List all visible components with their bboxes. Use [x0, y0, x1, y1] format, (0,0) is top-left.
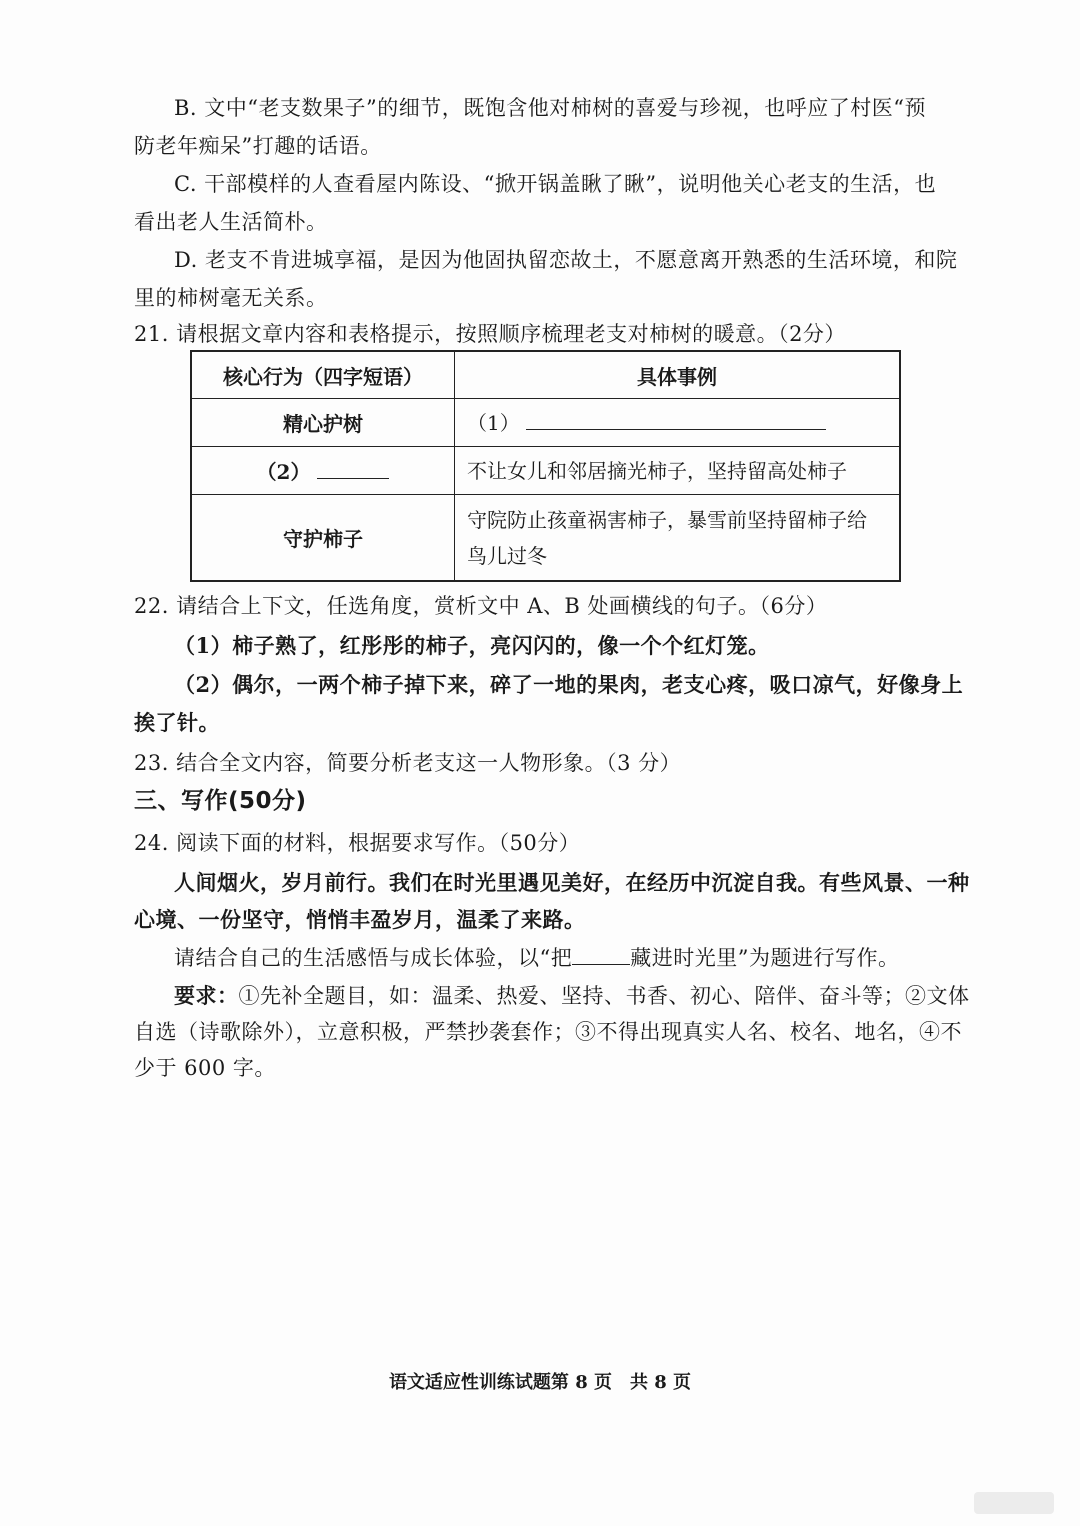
question-21-stem: 21. 请根据文章内容和表格提示，按照顺序梳理老支对柿树的暖意。（2分） — [134, 322, 846, 346]
prompt-part-a: 请结合自己的生活感悟与成长体验，以“把 — [174, 946, 573, 970]
material-line1: 人间烟火，岁月前行。我们在时光里遇见美好，在经历中沉淀自我。有些风景、一种 — [174, 870, 970, 895]
requirements-line2: 自选（诗歌除外），立意积极，严禁抄袭套作；③不得出现真实人名、校名、地名，④不 — [134, 1020, 962, 1044]
requirements-text-1: ①先补全题目，如：温柔、热爱、坚持、书香、初心、陪伴、奋斗等；②文体 — [238, 984, 970, 1008]
answer-blank-2[interactable] — [317, 462, 389, 479]
option-d-line1: D. 老支不肯进城享福，是因为他固执留恋故土，不愿意离开熟悉的生活环境，和院 — [174, 248, 958, 272]
page-footer: 语文适应性训练试题第 8 页 共 8 页 — [388, 1372, 692, 1393]
table-cell-action-3: 守护柿子 — [191, 495, 455, 582]
answer-blank-1[interactable] — [526, 413, 826, 430]
question-22-stem: 22. 请结合上下文，任选角度，赏析文中 A、B 处画横线的句子。（6分） — [134, 594, 828, 618]
table-header-core-action: 核心行为（四字短语） — [191, 351, 455, 399]
option-b-line2: 防老年痴呆”打趣的话语。 — [134, 134, 382, 158]
table-header-example: 具体事例 — [455, 351, 901, 399]
requirements-label: 要求： — [174, 983, 239, 1008]
option-c-line1: C. 干部模样的人查看屋内陈设、“掀开锅盖瞅了瞅”，说明他关心老支的生活，也 — [174, 172, 937, 196]
table-cell-action-1: 精心护树 — [191, 399, 455, 447]
question-24-stem: 24. 阅读下面的材料，根据要求写作。（50分） — [134, 831, 581, 855]
option-d-line2: 里的柿树毫无关系。 — [134, 286, 328, 310]
example-3-line2: 鸟儿过冬 — [467, 543, 547, 568]
table-cell-example-2: 不让女儿和邻居摘光柿子，坚持留高处柿子 — [455, 447, 901, 495]
blank-1-label: （1） — [467, 410, 520, 435]
requirements-line1 — [174, 981, 970, 1011]
blank-2-label: （2） — [256, 460, 311, 484]
section-3-title: 三、写作(50分) — [134, 788, 307, 814]
requirements-line3: 少于 600 字。 — [134, 1056, 276, 1080]
sentence-a: （1）柿子熟了，红彤彤的柿子，亮闪闪的，像一个个红灯笼。 — [174, 633, 770, 658]
table-cell-action-2[interactable] — [191, 447, 455, 495]
title-blank[interactable] — [572, 948, 630, 965]
option-b-line1: B. 文中“老支数果子”的细节，既饱含他对柿树的喜爱与珍视，也呼应了村医“预 — [174, 96, 926, 120]
sentence-b-line1: （2）偶尔，一两个柿子掉下来，碎了一地的果肉，老支心疼，吸口凉气，好像身上 — [174, 672, 964, 697]
sentence-b-line2: 挨了针。 — [134, 710, 220, 735]
material-line2: 心境、一份坚守，悄悄丰盈岁月，温柔了来路。 — [134, 907, 586, 932]
question-23-stem: 23. 结合全文内容，简要分析老支这一人物形象。（3 分） — [134, 751, 682, 775]
table-cell-example-1[interactable] — [455, 399, 901, 447]
prompt-part-b: 藏进时光里”为题进行写作。 — [630, 946, 900, 970]
watermark — [974, 1492, 1054, 1514]
example-3-line1: 守院防止孩童祸害柿子，暴雪前坚持留柿子给 — [467, 507, 867, 532]
question-21-table — [190, 350, 901, 582]
writing-prompt — [174, 943, 899, 973]
table-cell-example-3 — [455, 495, 901, 582]
option-c-line2: 看出老人生活简朴。 — [134, 210, 328, 234]
